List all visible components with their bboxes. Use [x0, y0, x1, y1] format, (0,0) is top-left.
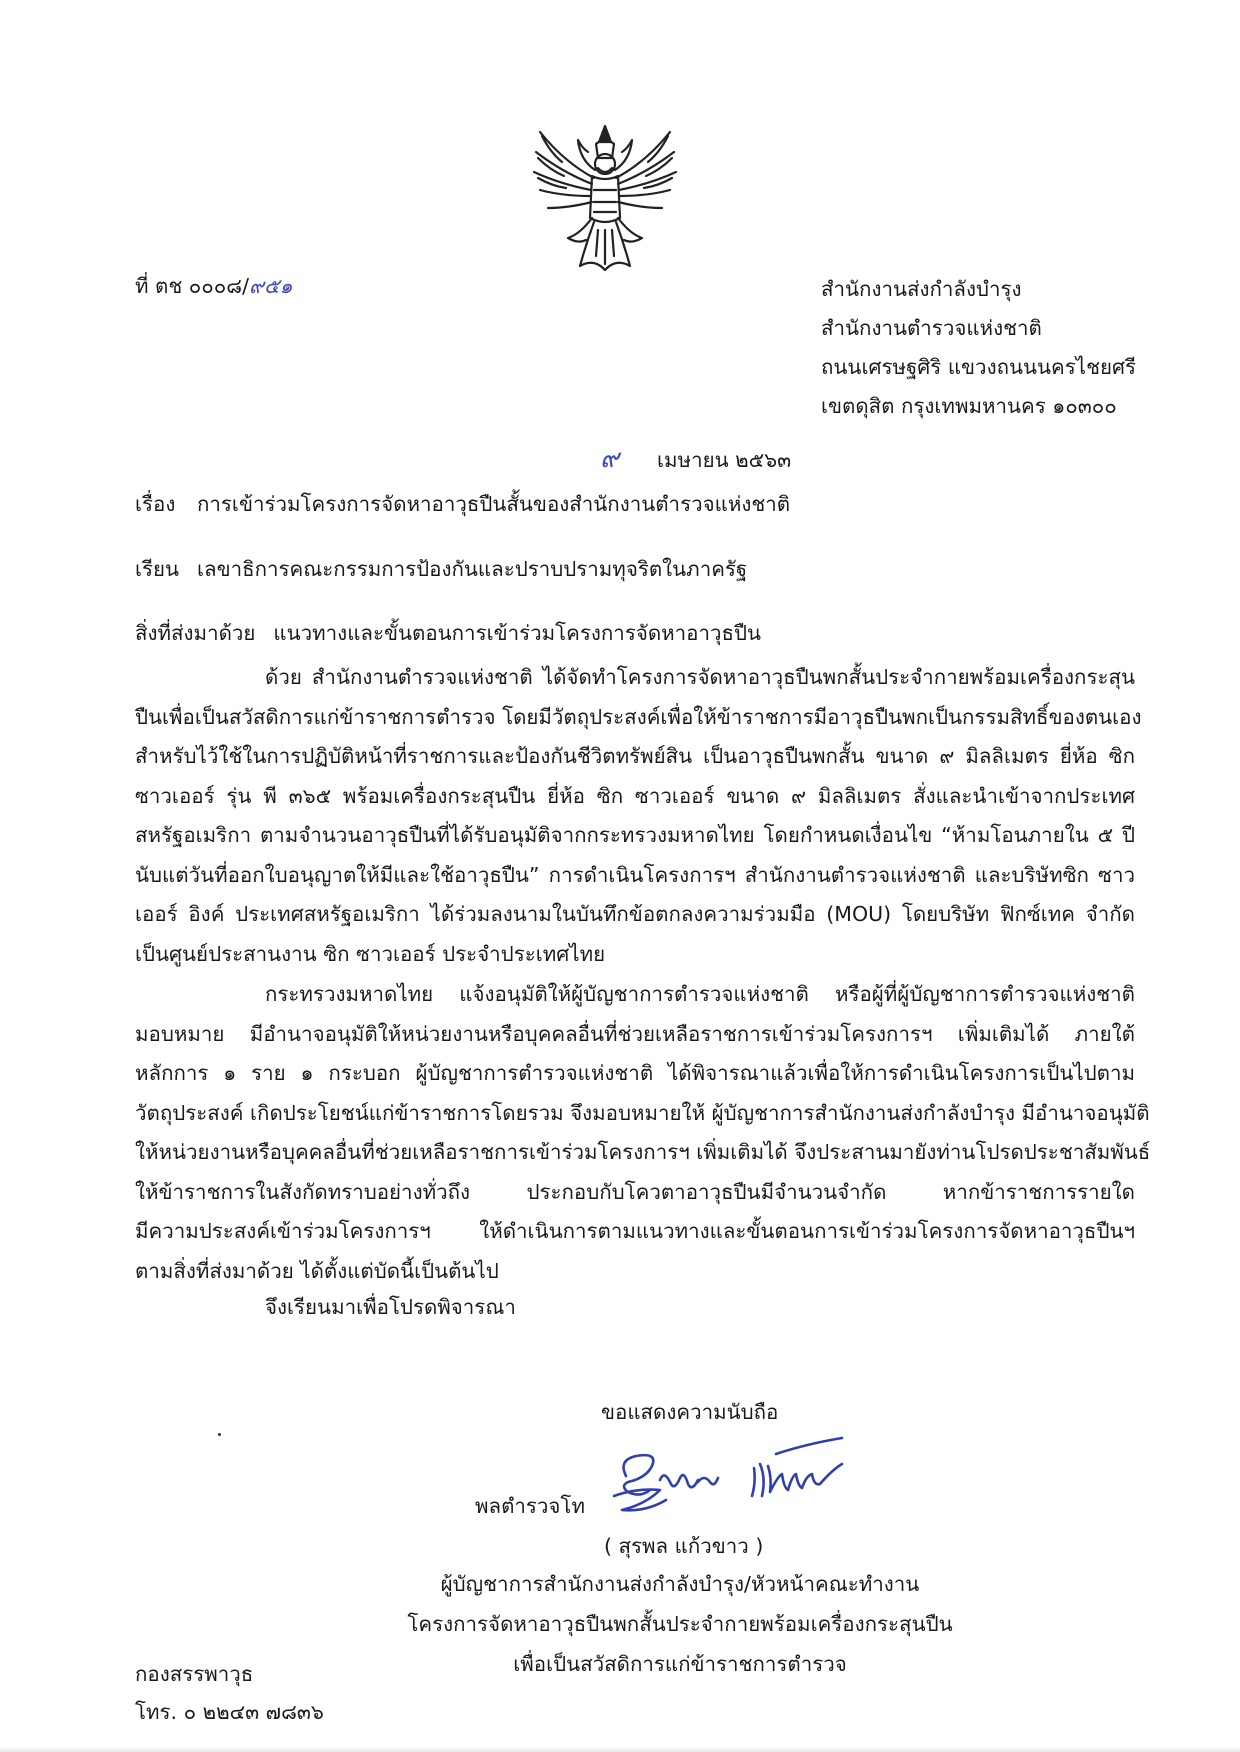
letter-date: [600, 443, 791, 476]
paragraph-line: ตามสิ่งที่ส่งมาด้วย ได้ตั้งแต่บัดนี้เป็นต้นไป: [135, 1258, 499, 1283]
paragraph-line: สำหรับไว้ใช้ในการปฏิบัติหน้าที่ราชการและป้องกันชีวิตทรัพย์สิน เป็นอาวุธปืนพกสั้น ขนาด ๙ มิลลิเมตร ยี่ห้อ ซิก: [135, 744, 1135, 768]
paragraph-line: เป็นศูนย์ประสานงาน ซิก ซาวเออร์ ประจำประเทศไทย: [135, 941, 606, 966]
paragraph-line: ด้วย สำนักงานตำรวจแห่งชาติ ได้จัดทำโครงการจัดหาอาวุธปืนพกสั้นประจำกายพร้อมเครื่องกระสุน: [265, 665, 1135, 689]
regards-line: ขอแสดงความนับถือ: [601, 1400, 779, 1424]
address-line: สำนักงานส่งกำลังบำรุง: [821, 277, 1022, 301]
enclosure-line: [135, 617, 761, 649]
paragraph-line: วัตถุประสงค์ เกิดประโยชน์แก่ข้าราชการโดยรวม จึงมอบหมายให้ ผู้บัญชาการสำนักงานส่งกำลังบำรุง มีอำนาจอนุมัติ: [135, 1100, 1150, 1125]
paragraph-line: เออร์ อิงค์ ประเทศสหรัฐอเมริกา ได้ร่วมลงนามในบันทึกข้อตกลงความร่วมมือ (MOU) โดยบริษัท ฟิกซ์เทค จำกัด: [135, 902, 1135, 926]
closing-line: จึงเรียนมาเพื่อโปรดพิจารณา: [265, 1295, 516, 1319]
date-day-handwritten: ๙: [600, 444, 620, 474]
subject-text: การเข้าร่วมโครงการจัดหาอาวุธปืนสั้นของสำนักงานตำรวจแห่งชาติ: [197, 492, 791, 516]
subject-line: [135, 488, 790, 520]
body-paragraph-1: [135, 658, 1142, 974]
signature-icon: [606, 1430, 866, 1522]
paragraph-line: หลักการ ๑ ราย ๑ กระบอก ผู้บัญชาการตำรวจแห่งชาติ ได้พิจารณาแล้วเพื่อให้การดำเนินโครงการเป็นไปตาม: [135, 1061, 1135, 1085]
date-month-year: เมษายน ๒๕๖๓: [657, 448, 792, 472]
addressee-text: เลขาธิการคณะกรรมการป้องกันและปราบปรามทุจริตในภาครัฐ: [197, 557, 748, 581]
address-line: ถนนเศรษฐศิริ แขวงถนนนครไชยศรี: [821, 355, 1137, 379]
signer-rank: พลตำรวจโท: [475, 1494, 585, 1518]
subject-label: เรื่อง: [135, 492, 176, 516]
scan-speck: [218, 1433, 221, 1436]
paragraph-line: นับแต่วันที่ออกใบอนุญาตให้มีและใช้อาวุธปืน” การดำเนินโครงการฯ สำนักงานตำรวจแห่งชาติ และบริษัทซิก ซาว: [135, 862, 1135, 887]
garuda-emblem-icon: [528, 118, 682, 276]
enclosure-text: แนวทางและขั้นตอนการเข้าร่วมโครงการจัดหาอาวุธปืน: [273, 621, 762, 645]
paragraph-line: ปืนเพื่อเป็นสวัสดิการแก่ข้าราชการตำรวจ โดยมีวัตถุประสงค์เพื่อให้ข้าราชการมีอาวุธปืนพกเป็นกรรมสิทธิ์ของตนเอง: [135, 704, 1142, 729]
telephone-number: โทร. ๐ ๒๒๔๓ ๗๘๓๖: [135, 1700, 324, 1724]
address-line: เขตดุสิต กรุงเทพมหานคร ๑๐๓๐๐: [821, 394, 1117, 418]
paragraph-line: มอบหมาย มีอำนาจอนุมัติให้หน่วยงานหรือบุคคลอื่นที่ช่วยเหลือราชการเข้าร่วมโครงการฯ เพิ่มเติมได้ ภายใต้: [135, 1021, 1135, 1046]
addressee-line: [135, 553, 747, 585]
sender-address: [821, 270, 1136, 426]
paragraph-line: ให้ข้าราชการในสังกัดทราบอย่างทั่วถึง ประกอบกับโควตาอาวุธปืนมีจำนวนจำกัด หากข้าราชการรายใด: [135, 1179, 1135, 1204]
body-paragraph-2: [135, 975, 1151, 1291]
signer-name: ( สุรพล แก้วขาว ): [604, 1534, 764, 1558]
paragraph-line: สหรัฐอเมริกา ตามจำนวนอาวุธปืนที่ได้รับอนุมัติจากกระทรวงมหาดไทย โดยกำหนดเงื่อนไข “ห้ามโอนภายใน ๕ ปี: [135, 823, 1135, 847]
paragraph-line: ให้หน่วยงานหรือบุคคลอื่นที่ช่วยเหลือราชการเข้าร่วมโครงการฯ เพิ่มเติมได้ จึงประสานมายังท่านโปรดประชาสัมพันธ์: [135, 1140, 1151, 1164]
reference-number: [135, 270, 293, 302]
signer-position-line: ผู้บัญชาการสำนักงานส่งกำลังบำรุง/หัวหน้าคณะทำงาน: [440, 1572, 920, 1596]
enclosure-label: สิ่งที่ส่งมาด้วย: [135, 621, 256, 645]
signer-position-line: โครงการจัดหาอาวุธปืนพกสั้นประจำกายพร้อมเครื่องกระสุนปืน: [407, 1612, 953, 1636]
reference-prefix: ที่ ตช ๐๐๐๘/: [135, 274, 250, 298]
addressee-label: เรียน: [135, 557, 180, 581]
reference-number-handwritten: ๙๕๑: [249, 274, 293, 298]
address-line: สำนักงานตำรวจแห่งชาติ: [821, 316, 1042, 340]
issuing-unit: กองสรรพาวุธ: [135, 1662, 254, 1686]
scan-edge-shadow: [0, 1746, 1240, 1752]
paragraph-line: กระทรวงมหาดไทย แจ้งอนุมัติให้ผู้บัญชาการตำรวจแห่งชาติ หรือผู้ที่ผู้บัญชาการตำรวจแห่งชาติ: [265, 982, 1135, 1006]
paragraph-line: มีความประสงค์เข้าร่วมโครงการฯ ให้ดำเนินการตามแนวทางและขั้นตอนการเข้าร่วมโครงการจัดหาอาวุธปืนฯ: [135, 1219, 1135, 1243]
paragraph-line: ซาวเออร์ รุ่น พี ๓๖๕ พร้อมเครื่องกระสุนปืน ยี่ห้อ ซิก ซาวเออร์ ขนาด ๙ มิลลิเมตร สั่งและนำเข้าจากประเทศ: [135, 783, 1135, 808]
signer-position-line: เพื่อเป็นสวัสดิการแก่ข้าราชการตำรวจ: [513, 1652, 847, 1676]
